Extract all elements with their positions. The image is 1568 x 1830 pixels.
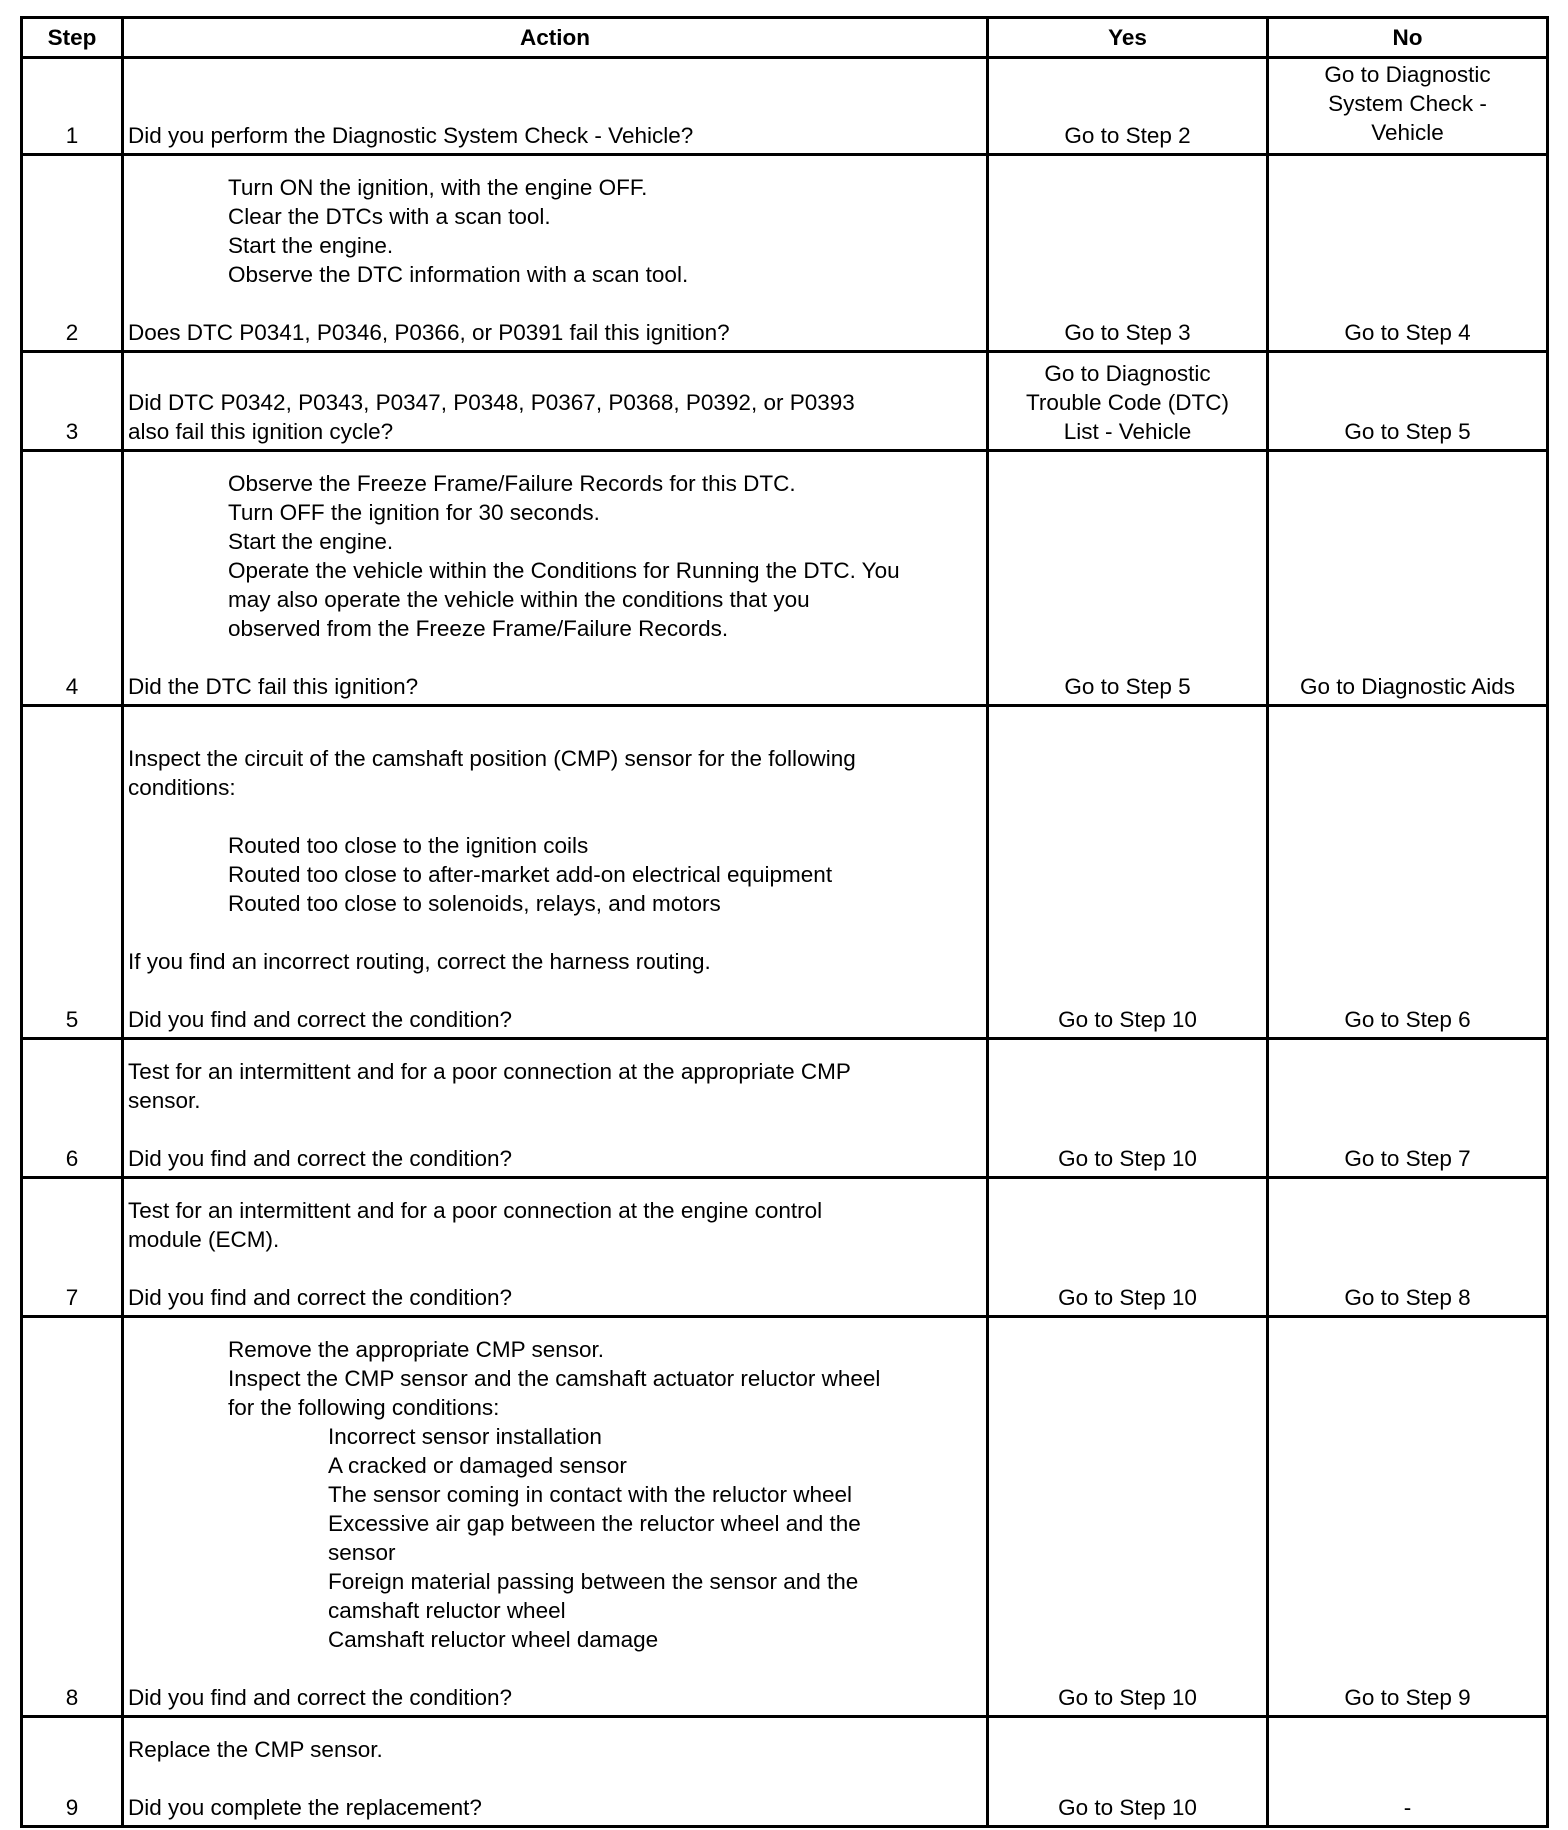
table-row — [22, 1317, 1548, 1717]
yes-cell: Go to Step 5 — [988, 451, 1268, 706]
condition-line: The sensor coming in contact with the reluctor wheel — [328, 1482, 853, 1507]
table-row — [22, 1039, 1548, 1178]
no-line: System Check - — [1328, 91, 1487, 116]
spacer — [128, 1654, 982, 1683]
step-number: 1 — [22, 58, 123, 155]
yes-cell — [988, 352, 1268, 451]
intro-line: Replace the CMP sensor. — [128, 1737, 383, 1762]
step-number: 5 — [22, 706, 123, 1039]
step-number: 8 — [22, 1317, 123, 1717]
instruction-line: Start the engine. — [228, 529, 394, 554]
header-step: Step — [22, 18, 123, 58]
table-row — [22, 352, 1548, 451]
condition-line: Incorrect sensor installation — [328, 1424, 602, 1449]
yes-cell: Go to Step 10 — [988, 1178, 1268, 1317]
instruction-line: may also operate the vehicle within the conditions that you — [228, 587, 810, 612]
yes-cell: Go to Step 10 — [988, 706, 1268, 1039]
step-number: 7 — [22, 1178, 123, 1317]
spacer — [128, 1764, 982, 1793]
question-text: Did you complete the replacement? — [128, 1795, 482, 1820]
action-cell — [123, 706, 988, 1039]
instruction-line: Remove the appropriate CMP sensor. — [228, 1337, 605, 1362]
spacer — [128, 976, 982, 1005]
note-text: If you find an incorrect routing, correct the harness routing. — [128, 949, 711, 974]
condition-line: Foreign material passing between the sensor and the — [328, 1569, 859, 1594]
yes-cell: Go to Step 2 — [988, 58, 1268, 155]
action-cell — [123, 1039, 988, 1178]
no-cell: Go to Step 9 — [1268, 1317, 1548, 1717]
intro-line: module (ECM). — [128, 1227, 280, 1252]
action-cell — [123, 1178, 988, 1317]
header-yes: Yes — [988, 18, 1268, 58]
no-cell: Go to Step 8 — [1268, 1178, 1548, 1317]
action-cell — [123, 155, 988, 352]
intro-line: Test for an intermittent and for a poor connection at the appropriate CMP — [128, 1059, 851, 1084]
question-text: Did you find and correct the condition? — [128, 1685, 512, 1710]
no-line: Vehicle — [1371, 120, 1444, 145]
spacer — [128, 1254, 982, 1283]
action-cell — [123, 58, 988, 155]
question-text: Did you find and correct the condition? — [128, 1146, 512, 1171]
question-text: Did you find and correct the condition? — [128, 1285, 512, 1310]
condition-line: Routed too close to the ignition coils — [228, 833, 589, 858]
step-number: 9 — [22, 1717, 123, 1827]
condition-line: Camshaft reluctor wheel damage — [328, 1627, 659, 1652]
action-cell — [123, 451, 988, 706]
yes-line: Trouble Code (DTC) — [1026, 390, 1229, 415]
diagnostic-table-wrapper — [20, 16, 1549, 1828]
instruction-line: Operate the vehicle within the Conditions for Running the DTC. You — [228, 558, 900, 583]
table-row — [22, 1717, 1548, 1827]
instruction-line: Observe the DTC information with a scan tool. — [228, 262, 689, 287]
instruction-line: observed from the Freeze Frame/Failure Records. — [228, 616, 729, 641]
instruction-line: Clear the DTCs with a scan tool. — [228, 204, 551, 229]
yes-cell: Go to Step 10 — [988, 1317, 1268, 1717]
intro-line: conditions: — [128, 775, 236, 800]
table-row — [22, 58, 1548, 155]
intro-line: sensor. — [128, 1088, 201, 1113]
diagnostic-table — [20, 16, 1549, 1828]
instruction-line: Start the engine. — [228, 233, 394, 258]
step-number: 4 — [22, 451, 123, 706]
spacer — [128, 802, 982, 831]
condition-line: sensor — [328, 1540, 396, 1565]
spacer — [128, 643, 982, 672]
no-cell: - — [1268, 1717, 1548, 1827]
action-cell — [123, 1317, 988, 1717]
no-cell: Go to Step 7 — [1268, 1039, 1548, 1178]
table-row — [22, 155, 1548, 352]
action-cell — [123, 352, 988, 451]
no-cell: Go to Step 6 — [1268, 706, 1548, 1039]
header-row — [22, 18, 1548, 58]
yes-cell: Go to Step 10 — [988, 1039, 1268, 1178]
no-cell: Go to Step 5 — [1268, 352, 1548, 451]
table-row — [22, 1178, 1548, 1317]
table-row — [22, 451, 1548, 706]
instruction-line: for the following conditions: — [228, 1395, 500, 1420]
no-cell: Go to Step 4 — [1268, 155, 1548, 352]
condition-line: Excessive air gap between the reluctor wheel and the — [328, 1511, 861, 1536]
step-number: 2 — [22, 155, 123, 352]
question-text: Did the DTC fail this ignition? — [128, 674, 419, 699]
header-no: No — [1268, 18, 1548, 58]
step-number: 6 — [22, 1039, 123, 1178]
yes-line: Go to Diagnostic — [1044, 361, 1211, 386]
spacer — [128, 918, 982, 947]
question-line: also fail this ignition cycle? — [128, 419, 394, 444]
condition-line: camshaft reluctor wheel — [328, 1598, 566, 1623]
no-line: Go to Diagnostic — [1324, 62, 1491, 87]
no-cell — [1268, 58, 1548, 155]
spacer — [128, 1115, 982, 1144]
instruction-line: Observe the Freeze Frame/Failure Records for this DTC. — [228, 471, 796, 496]
header-action: Action — [123, 18, 988, 58]
action-cell — [123, 1717, 988, 1827]
yes-cell: Go to Step 10 — [988, 1717, 1268, 1827]
condition-line: Routed too close to after-market add-on electrical equipment — [228, 862, 833, 887]
instruction-line: Turn OFF the ignition for 30 seconds. — [228, 500, 600, 525]
yes-line: List - Vehicle — [1063, 419, 1192, 444]
spacer — [128, 289, 982, 318]
yes-cell: Go to Step 3 — [988, 155, 1268, 352]
instruction-line: Inspect the CMP sensor and the camshaft actuator reluctor wheel — [228, 1366, 881, 1391]
condition-line: A cracked or damaged sensor — [328, 1453, 627, 1478]
question-text: Did you find and correct the condition? — [128, 1007, 512, 1032]
question-text: Did you perform the Diagnostic System Check - Vehicle? — [128, 123, 694, 148]
instruction-line: Turn ON the ignition, with the engine OFF. — [228, 175, 648, 200]
question-line: Did DTC P0342, P0343, P0347, P0348, P0367, P0368, P0392, or P0393 — [128, 390, 855, 415]
intro-line: Test for an intermittent and for a poor connection at the engine control — [128, 1198, 823, 1223]
intro-line: Inspect the circuit of the camshaft position (CMP) sensor for the following — [128, 746, 856, 771]
no-cell: Go to Diagnostic Aids — [1268, 451, 1548, 706]
table-row — [22, 706, 1548, 1039]
step-number: 3 — [22, 352, 123, 451]
question-text: Does DTC P0341, P0346, P0366, or P0391 fail this ignition? — [128, 320, 730, 345]
condition-line: Routed too close to solenoids, relays, and motors — [228, 891, 721, 916]
